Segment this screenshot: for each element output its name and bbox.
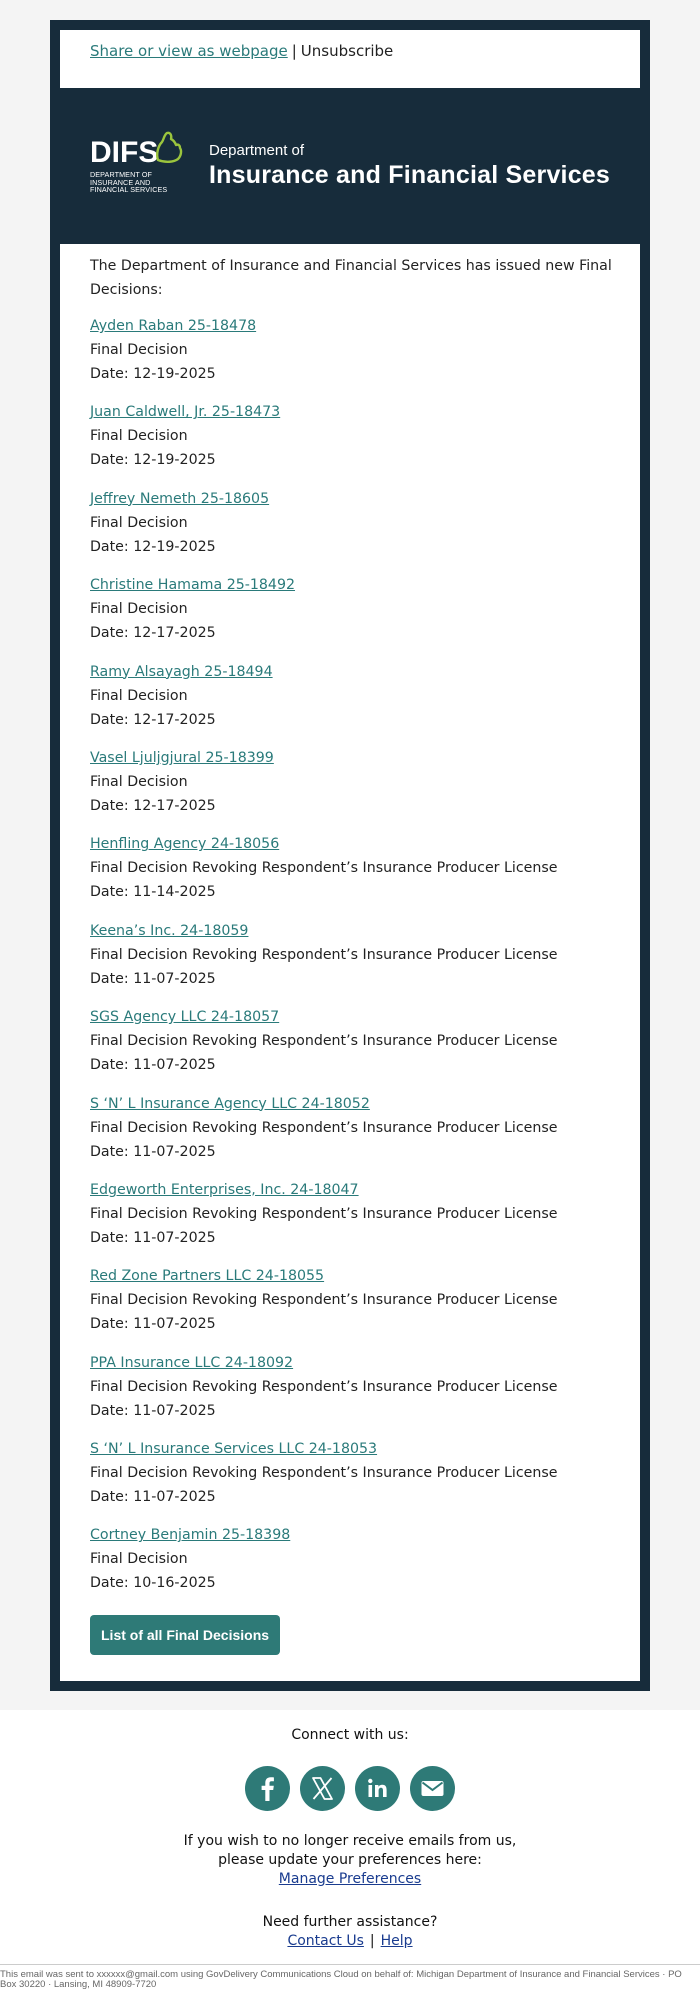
decision-link[interactable]: Cortney Benjamin 25-18398 [90,1527,291,1544]
decision-type: Final Decision [90,514,188,531]
top-separator: | [291,42,297,60]
decision-link[interactable]: Edgeworth Enterprises, Inc. 24-18047 [90,1181,359,1198]
logo-wordmark: DIFS [90,136,159,169]
decision-type: Final Decision Revoking Respondent’s Insurance Producer License [90,946,558,963]
decision-date: Date: 12-17-2025 [90,711,216,728]
decision-list [90,314,620,1610]
manage-preferences-link[interactable]: Manage Preferences [278,1871,422,1887]
footer-separator: | [369,1933,375,1949]
decision-type: Final Decision [90,687,188,704]
decision-date: Date: 11-07-2025 [90,1229,216,1246]
logo-sub-line: DEPARTMENT OF [90,170,152,179]
footer [0,1710,700,1991]
decision-date: Date: 12-19-2025 [90,452,216,469]
decision-type: Final Decision [90,601,188,618]
optout-line-1: If you wish to no longer receive emails from us, [183,1833,517,1849]
optout-text [0,1832,700,1889]
assistance-block [0,1913,700,1951]
decision-date: Date: 11-07-2025 [90,970,216,987]
decision-type: Final Decision Revoking Respondent’s Insurance Producer License [90,1033,558,1050]
decision-link[interactable]: PPA Insurance LLC 24-18092 [90,1354,294,1371]
decision-link[interactable]: S ‘N’ L Insurance Services LLC 24-18053 [90,1441,378,1458]
department-pre-title: Department of [209,142,305,159]
decision-link[interactable]: Christine Hamama 25-18492 [90,577,296,594]
decision-item [90,832,620,918]
department-title: Insurance and Financial Services [209,161,611,189]
email-icon[interactable] [410,1766,455,1811]
decision-item [90,573,620,659]
header-banner [60,88,640,244]
decision-link[interactable]: Ayden Raban 25-18478 [90,318,257,334]
top-bar [60,30,640,88]
decision-date: Date: 11-14-2025 [90,884,216,901]
decision-item [90,1178,620,1264]
difs-logo [90,138,185,198]
decision-type: Final Decision Revoking Respondent’s Insurance Producer License [90,1378,558,1395]
decision-item [90,400,620,486]
decision-link[interactable]: Juan Caldwell, Jr. 25-18473 [90,404,281,421]
decision-date: Date: 12-19-2025 [90,366,216,382]
decision-link[interactable]: SGS Agency LLC 24-18057 [90,1009,280,1026]
decision-item [90,1264,620,1350]
decision-link[interactable]: Vasel Ljuljgjural 25-18399 [90,749,274,766]
decision-date: Date: 12-17-2025 [90,797,216,814]
decision-item [90,1351,620,1437]
assistance-heading: Need further assistance? [262,1914,438,1930]
decision-type: Final Decision Revoking Respondent’s Insurance Producer License [90,1292,558,1309]
decision-date: Date: 11-07-2025 [90,1057,216,1074]
list-all-decisions-button[interactable]: List of all Final Decisions [90,1615,280,1655]
decision-type: Final Decision [90,428,188,445]
decision-item [90,919,620,1005]
decision-link[interactable]: Henfling Agency 24-18056 [90,836,280,853]
social-icons [245,1766,457,1812]
top-links [90,41,393,61]
logo-sub-line: INSURANCE AND [90,177,151,187]
logo-subtitle [90,171,167,194]
decision-link[interactable]: Keena’s Inc. 24-18059 [90,922,249,939]
decision-date: Date: 11-07-2025 [90,1143,216,1160]
decision-date: Date: 11-07-2025 [90,1316,216,1333]
decision-type: Final Decision [90,342,188,358]
department-title-block [209,142,610,190]
decision-type: Final Decision [90,1551,188,1568]
fine-print: This email was sent to xxxxxx@gmail.com using GovDelivery Communications Cloud on behalf of: Michigan Department of Insurance and Financial Services · PO Box 30220 · Lansing, MI 48909-7720 [0,1964,700,1990]
decision-item [90,1437,620,1523]
decision-type: Final Decision Revoking Respondent’s Insurance Producer License [90,1119,558,1136]
michigan-mitten-icon [152,130,186,166]
decision-type: Final Decision [90,773,188,790]
decision-date: Date: 12-19-2025 [90,538,216,555]
decision-item [90,1523,620,1609]
decision-date: Date: 12-17-2025 [90,625,216,642]
decision-link[interactable]: Jeffrey Nemeth 25-18605 [90,490,270,507]
intro-text: The Department of Insurance and Financial Services has issued new Final Decisions: [90,258,612,298]
logo-sub-line: FINANCIAL SERVICES [90,185,168,195]
decision-item [90,487,620,573]
linkedin-icon[interactable] [355,1766,400,1811]
decision-link[interactable]: Ramy Alsayagh 25-18494 [90,663,273,680]
decision-date: Date: 11-07-2025 [90,1402,216,1419]
contact-us-link[interactable]: Contact Us [287,1933,364,1949]
decision-item [90,1092,620,1178]
decision-link[interactable]: Red Zone Partners LLC 24-18055 [90,1268,325,1285]
facebook-icon[interactable] [245,1766,290,1811]
connect-heading: Connect with us: [291,1727,409,1743]
x-icon[interactable] [300,1766,345,1811]
decision-date: Date: 10-16-2025 [90,1575,216,1592]
help-link[interactable]: Help [380,1933,413,1949]
decision-date: Date: 11-07-2025 [90,1489,216,1506]
optout-line-2: please update your preferences here: [218,1852,482,1868]
unsubscribe-link[interactable]: Unsubscribe [300,42,394,60]
share-webpage-link[interactable]: Share or view as webpage [90,42,288,60]
decision-link[interactable]: S ‘N’ L Insurance Agency LLC 24-18052 [90,1095,370,1112]
decision-type: Final Decision Revoking Respondent’s Insurance Producer License [90,1465,558,1482]
decision-item [90,660,620,746]
decision-type: Final Decision Revoking Respondent’s Insurance Producer License [90,1205,558,1222]
decision-type: Final Decision Revoking Respondent’s Insurance Producer License [90,860,558,877]
email-frame [50,20,650,1691]
decision-item [90,314,620,400]
decision-item [90,1005,620,1091]
content-panel [60,244,640,1681]
decision-item [90,746,620,832]
